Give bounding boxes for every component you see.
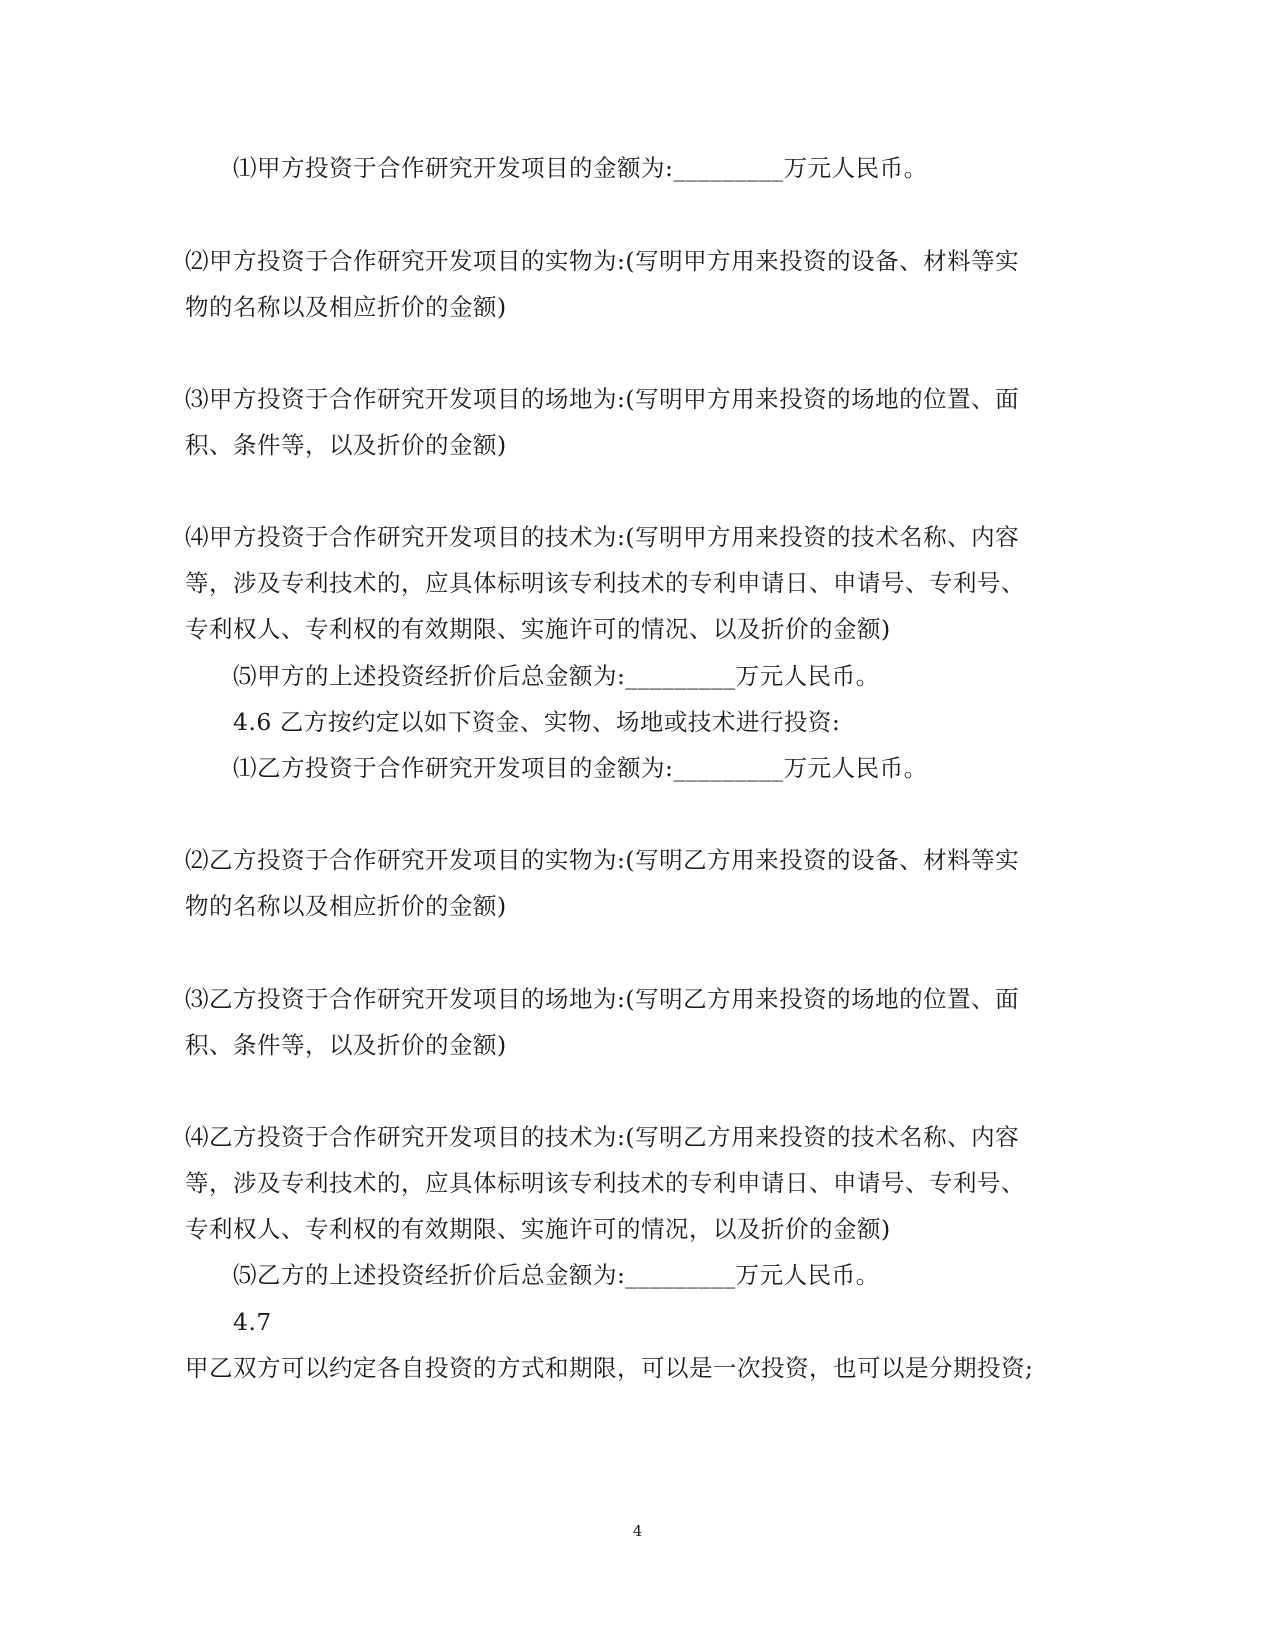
clause-a2-goods-line2: 物的名称以及相应折价的金额) xyxy=(185,293,507,321)
clause-a1-amount: ⑴甲方投资于合作研究开发项目的金额为:_________万元人民币。 xyxy=(233,154,928,182)
clause-a3-site-line1: ⑶甲方投资于合作研究开发项目的场地为:(写明甲方用来投资的场地的位置、面 xyxy=(185,385,1020,413)
clause-b1-amount: ⑴乙方投资于合作研究开发项目的金额为:_________万元人民币。 xyxy=(233,754,928,782)
clause-a5-total: ⑸甲方的上述投资经折价后总金额为:_________万元人民币。 xyxy=(233,662,880,690)
clause-a4-tech-line2: 等，涉及专利技术的，应具体标明该专利技术的专利申请日、申请号、专利号、 xyxy=(185,569,1025,597)
clause-b4-tech-line3: 专利权人、专利权的有效期限、实施许可的情况，以及折价的金额) xyxy=(185,1215,891,1243)
clause-b4-tech-line2: 等，涉及专利技术的，应具体标明该专利技术的专利申请日、申请号、专利号、 xyxy=(185,1169,1025,1197)
clause-b3-site-line2: 积、条件等，以及折价的金额) xyxy=(185,1031,507,1059)
section-4-6-heading: 4.6 乙方按约定以如下资金、实物、场地或技术进行投资: xyxy=(233,708,841,736)
clause-a2-goods-line1: ⑵甲方投资于合作研究开发项目的实物为:(写明甲方用来投资的设备、材料等实 xyxy=(185,247,1020,275)
page-number: 4 xyxy=(632,1522,643,1540)
section-4-7-heading: 4.7 xyxy=(233,1308,272,1336)
clause-b4-tech-line1: ⑷乙方投资于合作研究开发项目的技术为:(写明乙方用来投资的技术名称、内容 xyxy=(185,1123,1020,1151)
clause-a4-tech-line3: 专利权人、专利权的有效期限、实施许可的情况、以及折价的金额) xyxy=(185,615,891,643)
clause-b5-total: ⑸乙方的上述投资经折价后总金额为:_________万元人民币。 xyxy=(233,1261,880,1289)
clause-a3-site-line2: 积、条件等，以及折价的金额) xyxy=(185,431,507,459)
clause-b2-goods-line1: ⑵乙方投资于合作研究开发项目的实物为:(写明乙方用来投资的设备、材料等实 xyxy=(185,846,1020,874)
clause-b3-site-line1: ⑶乙方投资于合作研究开发项目的场地为:(写明乙方用来投资的场地的位置、面 xyxy=(185,985,1020,1013)
clause-b2-goods-line2: 物的名称以及相应折价的金额) xyxy=(185,892,507,920)
clause-a4-tech-line1: ⑷甲方投资于合作研究开发项目的技术为:(写明甲方用来投资的技术名称、内容 xyxy=(185,523,1020,551)
section-4-7-text: 甲乙双方可以约定各自投资的方式和期限，可以是一次投资，也可以是分期投资; xyxy=(185,1354,1034,1382)
